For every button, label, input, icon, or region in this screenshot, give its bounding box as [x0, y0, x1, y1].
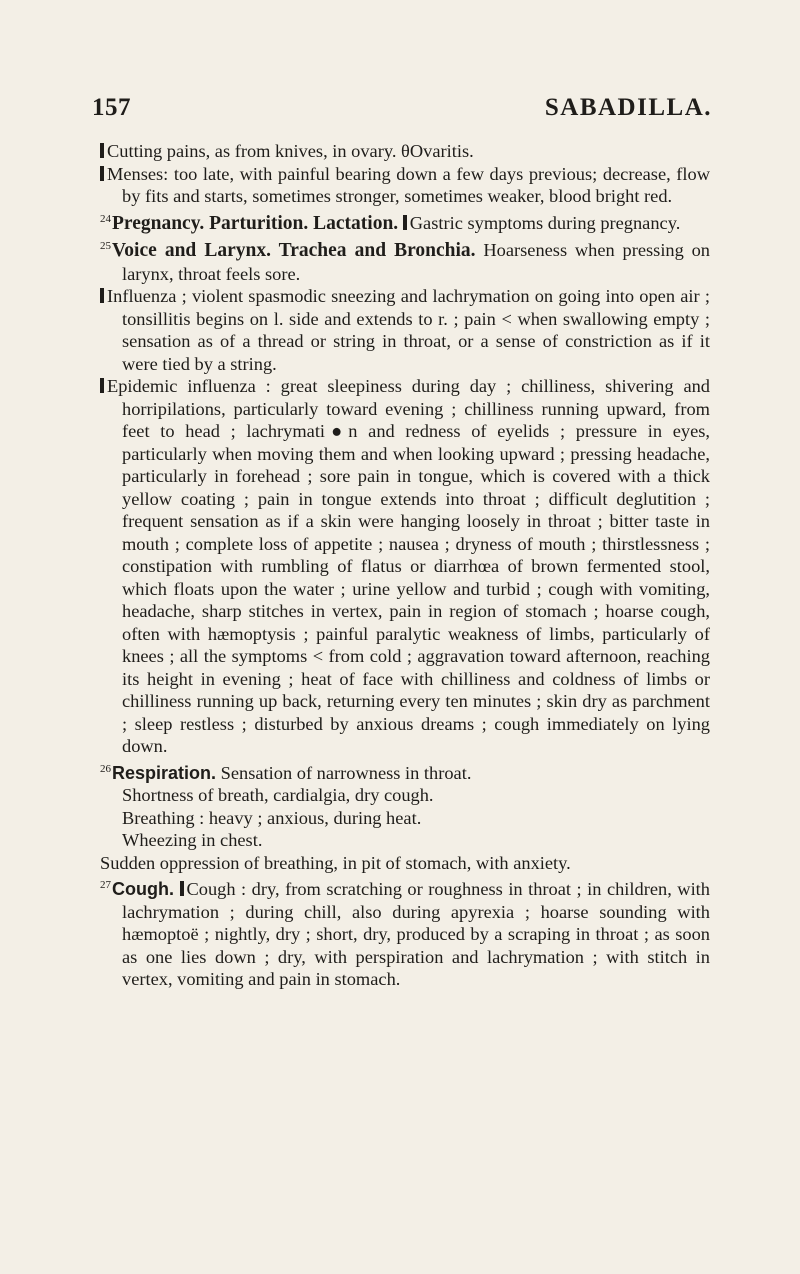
respiration-line: Shortness of breath, cardialgia, dry cough.	[122, 785, 434, 805]
page-number: 157	[92, 94, 131, 121]
section-respiration: $^{26}$Respiration. Sensation of narrowness in throat.	[100, 762, 472, 783]
page-header	[92, 94, 712, 122]
bullet-mark	[100, 288, 104, 303]
section-voice-larynx: $^{25}$Voice and Larynx. Trachea and Bronchia. Hoarseness when pressing on larynx, throat feels sore.	[100, 240, 710, 284]
page-body	[100, 140, 710, 991]
bullet-mark	[403, 215, 407, 230]
section-cough: $^{27}$Cough. Cough : dry, from scratching or roughness in throat ; in children, with lachrymation ; during chill, also during apyrexia ; hoarse sounding with hæmoptoë ; nightly, dry ; short, dry, produced by a scraping in throat ; as soon as one lies down ; dry, with perspiration and lachrymation ; with stitch in vertex, vomiting and pain in stomach.	[100, 879, 710, 989]
bullet-mark	[180, 881, 184, 896]
section-number: 27	[100, 879, 111, 891]
paragraph-ovary: Cutting pains, as from knives, in ovary. θOvaritis.	[100, 140, 710, 163]
paragraph-epidemic-influenza: Epidemic influenza : great sleepiness during day ; chilliness, shivering and horripilations, particularly toward evening ; chilliness running upward, from feet to head ; lachrymati●n and redness of eyelids ; pressure in eyes, particularly when moving them and when looking upward ; pressing headache, particularly in forehead ; sore pain in tongue, which is covered with a thick yellow coating ; pain in tongue extends into throat ; difficult deglutition ; frequent sensation as if a skin were hanging loosely in throat ; bitter taste in mouth ; complete loss of appetite ; nausea ; dryness of mouth ; thirstlessness ; constipation with rumbling of flatus or diarrhœa of brown fermented stool, which floats upon the water ; urine yellow and turbid ; cough with vomiting, headache, sharp stitches in vertex, pain in region of stomach ; hoarse cough, often with hæmoptysis ; painful paralytic weakness of limbs, particularly of knees ; all the symptoms < from cold ; aggravation toward afternoon, reaching its height in evening ; heat of face with chilliness and coldness of limbs or chilliness running up back, returning every ten minutes ; skin dry as parchment ; sleep restless ; disturbed by anxious dreams ; cough immediately on lying down.	[100, 375, 710, 758]
section-heading: Cough.	[112, 879, 174, 899]
section-number: 24	[100, 212, 111, 225]
bullet-mark	[100, 378, 104, 393]
section-heading: Respiration.	[112, 762, 217, 783]
section-heading: Voice and Larynx. Trachea and Bronchia.	[112, 240, 476, 261]
section-heading: Pregnancy. Parturition. Lactation.	[112, 212, 399, 234]
paragraph-influenza: Influenza ; violent spasmodic sneezing and lachrymation on going into open air ; tonsillitis begins on l. side and extends to r. ; pain < when swallowing empty ; sensation as of a thread or string in throat, or a sense of constriction as if it were tied by a string.	[100, 285, 710, 375]
running-title: SABADILLA.	[544, 94, 712, 121]
section-number: 26	[100, 762, 111, 775]
bullet-mark	[100, 166, 104, 181]
respiration-line: Breathing : heavy ; anxious, during heat.	[122, 807, 422, 828]
section-number: 25	[100, 240, 111, 252]
bullet-mark	[100, 143, 104, 158]
section-pregnancy: $^{24}$Pregnancy. Parturition. Lactation. Gastric symptoms during pregnancy.	[100, 212, 681, 234]
respiration-line: Sudden oppression of breathing, in pit of stomach, with anxiety.	[100, 852, 571, 873]
paragraph-menses: Menses: too late, with painful bearing down a few days previous; decrease, flow by fits and starts, sometimes stronger, sometimes weaker, blood bright red.	[100, 163, 710, 208]
respiration-line: Wheezing in chest.	[122, 830, 263, 850]
